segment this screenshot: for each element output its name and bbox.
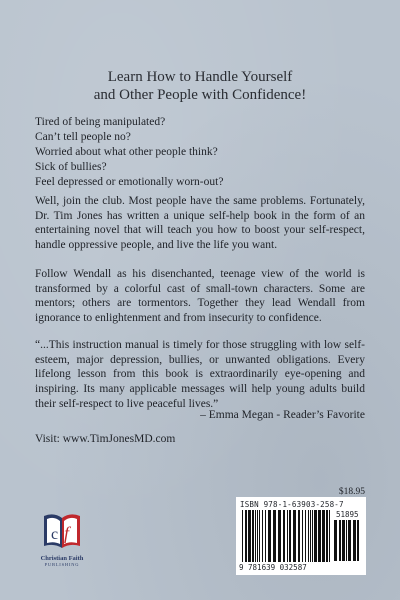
story-paragraph: Follow Wendall as his disenchanted, teenage view of the world is transformed by a colorful cast of small-town characters. Some are mentors; others are tormentors. Together they lead Wendall from ignorance to enlightenment and from insecurity to confidence.	[35, 268, 365, 325]
question-item: Sick of bullies?	[35, 161, 107, 173]
barcode-addon-bars-icon	[334, 520, 360, 561]
question-item: Worried about what other people think?	[35, 146, 218, 158]
barcode-bars-icon	[242, 510, 330, 562]
intro-paragraph: Well, join the club. Most people have the same problems. Fortunately, Dr. Tim Jones has written a unique self-help book in the form of an entertaining novel that will teach you how to boost your self-respect, handle oppressive people, and live the life you want.	[35, 195, 365, 252]
question-list	[35, 115, 365, 190]
website-link[interactable]: Visit: www.TimJonesMD.com	[35, 433, 176, 445]
review-attribution: – Emma Megan - Reader’s Favorite	[200, 409, 365, 421]
review-quote: “...This instruction manual is timely for those struggling with low self-esteem, major depression, bullies, or unwanted obligations. Every lifelong lesson from this book is extraordinarily eye-opening and inspiring. Its many applicable messages will help young adults build their self-respect to live peaceful lives.”	[35, 339, 365, 410]
question-item: Tired of being manipulated?	[35, 116, 166, 128]
headline-line-2: and Other People with Confidence!	[93, 87, 307, 103]
price-label: $18.95	[338, 487, 365, 497]
barcode-digits: 9 781639 032587	[239, 563, 307, 572]
barcode-addon-digits: 51895	[336, 510, 359, 519]
svg-text:c: c	[51, 526, 59, 543]
headline	[0, 68, 400, 104]
publisher-name: Christian Faith	[40, 555, 84, 562]
isbn-barcode	[236, 497, 366, 575]
svg-text:f: f	[64, 523, 70, 543]
isbn-number: ISBN 978-1-63903-258-7	[240, 500, 344, 509]
publisher-subtitle: PUBLISHING	[44, 562, 80, 567]
headline-line-1: Learn How to Handle Yourself	[107, 69, 293, 85]
question-item: Can’t tell people no?	[35, 131, 131, 143]
question-item: Feel depressed or emotionally worn-out?	[35, 176, 224, 188]
christian-faith-logo-icon	[40, 510, 84, 554]
publisher-logo	[32, 510, 92, 582]
